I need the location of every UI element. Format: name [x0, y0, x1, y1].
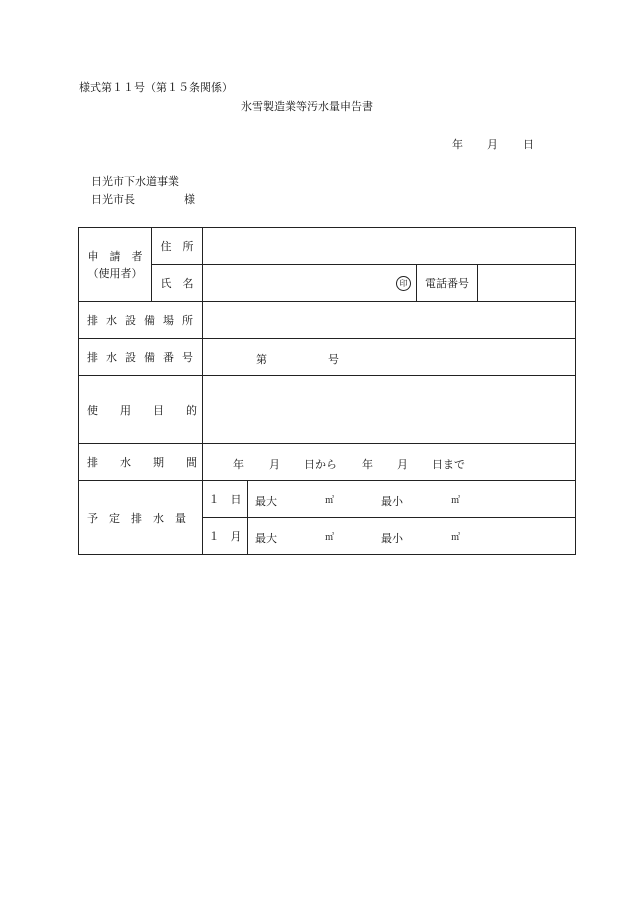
purpose-label: 使 用 目 的	[79, 376, 203, 444]
applicant-name-row	[79, 265, 576, 302]
period-from-month: 月	[269, 458, 280, 471]
drain-number-label: 排水設備番号	[79, 339, 203, 376]
address-field[interactable]	[203, 228, 576, 265]
period-from-year: 年	[233, 458, 244, 471]
period-label: 排 水 期 間	[79, 444, 203, 481]
addressee-honorific: 様	[184, 193, 195, 206]
period-from-day: 日から	[304, 458, 337, 471]
drain-location-field[interactable]	[203, 302, 576, 339]
document-title: 氷雪製造業等汚水量申告書	[241, 100, 373, 113]
period-to-day: 日まで	[432, 458, 465, 471]
name-field[interactable]	[203, 265, 417, 302]
seal-icon: 印	[396, 276, 411, 291]
date-day-label: 日	[523, 138, 534, 151]
per-day-min-label: 最小	[381, 495, 403, 508]
planned-label: 予 定 排 水 量	[79, 481, 203, 555]
application-form-table	[78, 227, 576, 555]
per-month-field[interactable]	[248, 518, 576, 555]
addressee-org: 日光市下水道事業	[91, 175, 179, 188]
phone-label: 電話番号	[417, 265, 478, 302]
per-day-field[interactable]	[248, 481, 576, 518]
per-day-label: １ 日	[203, 481, 248, 518]
period-field[interactable]	[203, 444, 576, 481]
applicant-label: 申 請 者	[87, 249, 143, 263]
phone-field[interactable]	[478, 265, 576, 302]
drain-number-row	[79, 339, 576, 376]
per-month-max-unit: ㎥	[325, 533, 335, 543]
period-row	[79, 444, 576, 481]
per-month-min-label: 最小	[381, 532, 403, 545]
drain-number-field[interactable]	[203, 339, 576, 376]
per-day-max-label: 最大	[255, 495, 277, 508]
applicant-address-row	[79, 228, 576, 265]
number-prefix: 第	[256, 353, 267, 366]
per-month-max-label: 最大	[255, 532, 277, 545]
per-month-label: １ 月	[203, 518, 248, 555]
applicant-label-cell	[79, 228, 152, 302]
date-year-label: 年	[452, 138, 463, 151]
drain-location-row	[79, 302, 576, 339]
purpose-row	[79, 376, 576, 444]
applicant-sublabel: （使用者）	[87, 266, 143, 280]
period-to-year: 年	[362, 458, 373, 471]
purpose-field[interactable]	[203, 376, 576, 444]
planned-day-row	[79, 481, 576, 518]
per-day-max-unit: ㎥	[325, 496, 335, 506]
addressee-name: 日光市長	[91, 193, 135, 206]
address-label: 住 所	[152, 228, 203, 265]
number-suffix: 号	[328, 353, 339, 366]
per-day-min-unit: ㎥	[451, 496, 461, 506]
name-label: 氏 名	[152, 265, 203, 302]
per-month-min-unit: ㎥	[451, 533, 461, 543]
drain-location-label: 排水設備場所	[79, 302, 203, 339]
form-number: 様式第１１号（第１５条関係）	[79, 81, 233, 94]
date-month-label: 月	[487, 138, 498, 151]
period-to-month: 月	[397, 458, 408, 471]
